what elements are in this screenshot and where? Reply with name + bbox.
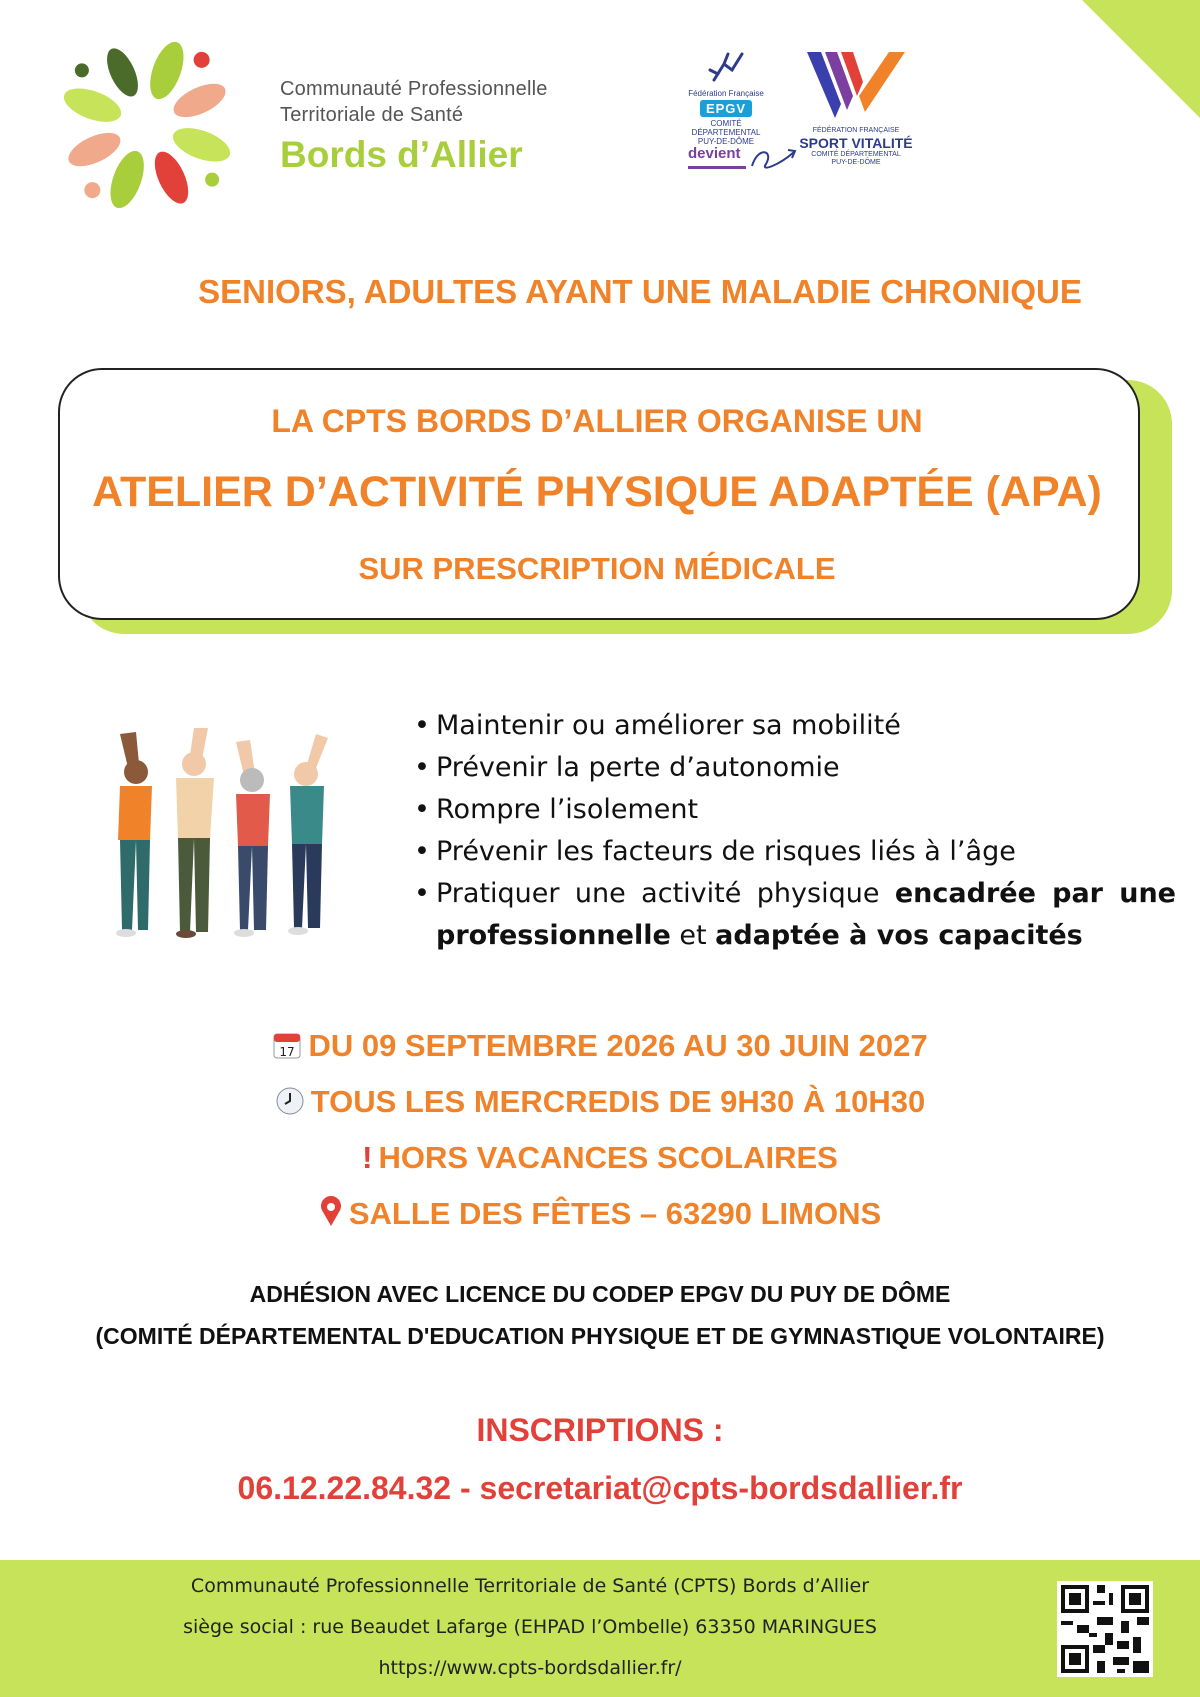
benefit-text-5c: et bbox=[670, 920, 716, 951]
schedule-holidays bbox=[0, 1140, 1200, 1176]
time-text: TOUS LES MERCREDIS DE 9H30 À 10H30 bbox=[310, 1084, 926, 1119]
epgv-logo bbox=[676, 50, 776, 146]
footer-website-link[interactable]: https://www.cpts-bordsdallier.fr/ bbox=[378, 1657, 682, 1679]
seniors-exercising-illustration bbox=[90, 720, 350, 950]
sv-sub-2: PUY-DE-DÔME bbox=[831, 159, 881, 166]
holidays-text: HORS VACANCES SCOLAIRES bbox=[378, 1140, 838, 1175]
qr-code[interactable] bbox=[1057, 1581, 1153, 1677]
devient-underline bbox=[688, 166, 746, 169]
arrow-icon bbox=[748, 140, 800, 174]
place-text: SALLE DES FÊTES – 63290 LIMONS bbox=[348, 1196, 882, 1231]
registration-contact[interactable]: 06.12.22.84.32 - secretariat@cpts-bordsdallier.fr bbox=[237, 1470, 963, 1506]
membership-line-2: (COMITÉ DÉPARTEMENTAL D'EDUCATION PHYSIQUE ET DE GYMNASTIQUE VOLONTAIRE) bbox=[95, 1323, 1105, 1349]
epgv-top: Fédération Française bbox=[688, 89, 764, 98]
schedule-time bbox=[0, 1084, 1200, 1120]
cpts-line-2: Territoriale de Santé bbox=[280, 104, 464, 126]
box-title: ATELIER D’ACTIVITÉ PHYSIQUE ADAPTÉE (APA) bbox=[92, 468, 1102, 516]
membership-line-1: ADHÉSION AVEC LICENCE DU CODEP EPGV DU PUY DE DÔME bbox=[249, 1281, 951, 1307]
benefit-item bbox=[416, 831, 1176, 873]
benefit-text-5b: encadrée par une professionnelle bbox=[436, 878, 1176, 951]
corner-decoration bbox=[1082, 0, 1200, 118]
sv-sub-1: COMITÉ DÉPARTEMENTAL bbox=[811, 151, 901, 158]
epgv-sub-1: COMITÉ DÉPARTEMENTAL bbox=[691, 119, 761, 137]
sv-top: FÉDÉRATION FRANÇAISE bbox=[812, 127, 900, 134]
footer-line-2: siège social : rue Beaudet Lafarge (EHPAD l’Ombelle) 63350 MARINGUES bbox=[183, 1616, 877, 1638]
benefit-item bbox=[416, 789, 1176, 831]
benefit-item bbox=[416, 747, 1176, 789]
benefit-text-1: Maintenir ou améliorer sa mobilité bbox=[436, 710, 901, 741]
box-line-3: SUR PRESCRIPTION MÉDICALE bbox=[358, 551, 836, 586]
benefit-text-5d: adaptée à vos capacités bbox=[715, 920, 1083, 951]
footer-line-1: Communauté Professionnelle Territoriale de Santé (CPTS) Bords d’Allier bbox=[190, 1575, 870, 1597]
cpts-line-1: Communauté Professionnelle bbox=[280, 78, 548, 100]
benefit-text-4: Prévenir les facteurs de risques liés à l’âge bbox=[436, 836, 1016, 867]
sport-vitalite-v-icon bbox=[801, 48, 911, 122]
box-line-1: LA CPTS BORDS D’ALLIER ORGANISE UN bbox=[271, 403, 923, 439]
svg-text:17: 17 bbox=[279, 1045, 296, 1059]
epgv-badge: EPGV bbox=[700, 100, 752, 117]
devient-label: devient bbox=[688, 145, 741, 162]
calendar-icon bbox=[272, 1030, 302, 1060]
epgv-sub-2: PUY-DE-DÔME bbox=[697, 137, 755, 146]
schedule-dates bbox=[0, 1028, 1200, 1064]
benefit-item bbox=[416, 873, 1176, 957]
benefit-text-2: Prévenir la perte d’autonomie bbox=[436, 752, 840, 783]
benefit-item bbox=[416, 705, 1176, 747]
exclamation-icon: ! bbox=[362, 1140, 373, 1175]
sport-vitalite-logo bbox=[796, 48, 916, 167]
pin-icon bbox=[319, 1196, 343, 1228]
dates-text: DU 09 SEPTEMBRE 2026 AU 30 JUIN 2027 bbox=[308, 1028, 928, 1063]
registration-label: INSCRIPTIONS : bbox=[476, 1412, 724, 1448]
benefits-list bbox=[416, 705, 1176, 957]
sv-title: SPORT VITALITÉ bbox=[799, 135, 913, 151]
schedule-place bbox=[0, 1196, 1200, 1232]
clock-icon bbox=[275, 1086, 305, 1116]
epgv-figure-icon bbox=[706, 50, 746, 84]
benefit-text-5a: Pratiquer une activité physique bbox=[436, 878, 895, 909]
cpts-name: Bords d’Allier bbox=[280, 134, 523, 175]
benefit-text-3: Rompre l’isolement bbox=[436, 794, 699, 825]
audience-heading: SENIORS, ADULTES AYANT UNE MALADIE CHRONIQUE bbox=[198, 273, 1082, 310]
cpts-logo bbox=[52, 30, 242, 220]
